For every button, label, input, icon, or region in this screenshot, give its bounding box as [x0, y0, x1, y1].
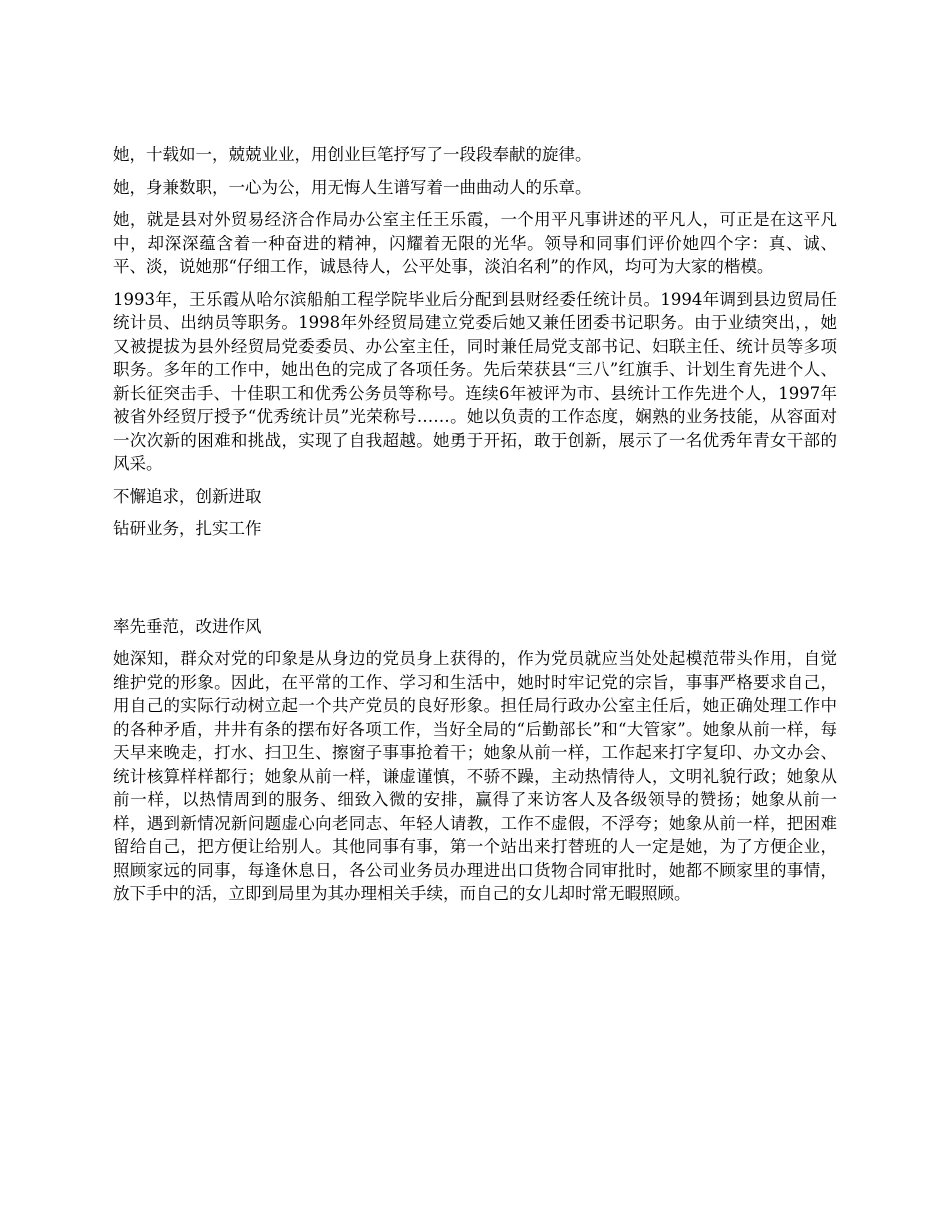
example-paragraph: 她深知，群众对党的印象是从身边的党员身上获得的，作为党员就应当处处起模范带头作用，自觉维护党的形象。因此，在平常的工作、学习和生活中，她时时牢记党的宗旨，事事严格要求自己，用自己的实际行动树立起一个共产党员的良好形象。担任局行政办公室主任后，她正确处理工作中的各种矛盾，井井有条的摆布好各项工作，当好全局的“后勤部长”和“大管家”。她象从前一样，每天早来晚走，打水、扫卫生、擦窗子事事抢着干；她象从前一样，工作起来打字复印、办文办会、统计核算样样都行；她象从前一样，谦虚谨慎，不骄不躁，主动热情待人，文明礼貌行政；她象从前一样，以热情周到的服务、细致入微的安排，赢得了来访客人及各级领导的赞扬；她象从前一样，遇到新情况新问题虚心向老同志、年轻人请教，工作不虚假，不浮夸；她象从前一样，把困难留给自己，把方便让给别人。其他同事有事，第一个站出来打替班的人一定是她，为了方便企业，照顾家远的同事，每逢休息日，各公司业务员办理进出口货物合同审批时，她都不顾家里的事情，放下手中的活，立即到局里为其办理相关手续，而自己的女儿却时常无暇照顾。: [113, 649, 837, 903]
intro-line-2: 她，身兼数职，一心为公，用无悔人生谱写着一曲曲动人的乐章。: [113, 177, 592, 197]
intro-line-1: 她，十载如一，兢兢业业，用创业巨笔抒写了一段段奉献的旋律。: [113, 145, 592, 164]
section-heading-study: 钻研业务，扎实工作: [113, 519, 262, 538]
document-body: [113, 143, 837, 915]
career-paragraph: 1993年，王乐霞从哈尔滨船舶工程学院毕业后分配到县财经委任统计员。1994年调到县边贸局任统计员、出纳员等职务。1998年外经贸局建立党委后她又兼任团委书记职务。由于业绩突出，，她又被提拔为县外经贸局党委委员、办公室主任，同时兼任局党支部书记、妇联主任、统计员等多项职务。多年的工作中，她出色的完成了各项任务。先后荣获县“三八”红旗手、计划生育先进个人、新长征突击手、十佳职工和优秀公务员等称号。连续6年被评为市、县统计工作先进个人，1997年被省外经贸厅授予“优秀统计员”光荣称号……。她以负责的工作态度，娴熟的业务技能，从容面对一次次新的困难和挑战，实现了自我超越。她勇于开拓，敢于创新，展示了一名优秀年青女干部的风采。: [113, 289, 837, 473]
intro-paragraph: 她，就是县对外贸易经济合作局办公室主任王乐霞，一个用平凡事讲述的平凡人，可正是在这平凡中，却深深蕴含着一种奋进的精神，闪耀着无限的光华。领导和同事们评价她四个字：真、诚、平、淡，说她那“仔细工作，诚恳待人，公平处事，淡泊名利”的作风，均可为大家的楷模。: [113, 210, 837, 276]
section-heading-example: 率先垂范，改进作风: [113, 616, 262, 636]
blank-gap: [113, 550, 837, 615]
section-heading-pursuit: 不懈追求，创新进取: [113, 486, 262, 506]
